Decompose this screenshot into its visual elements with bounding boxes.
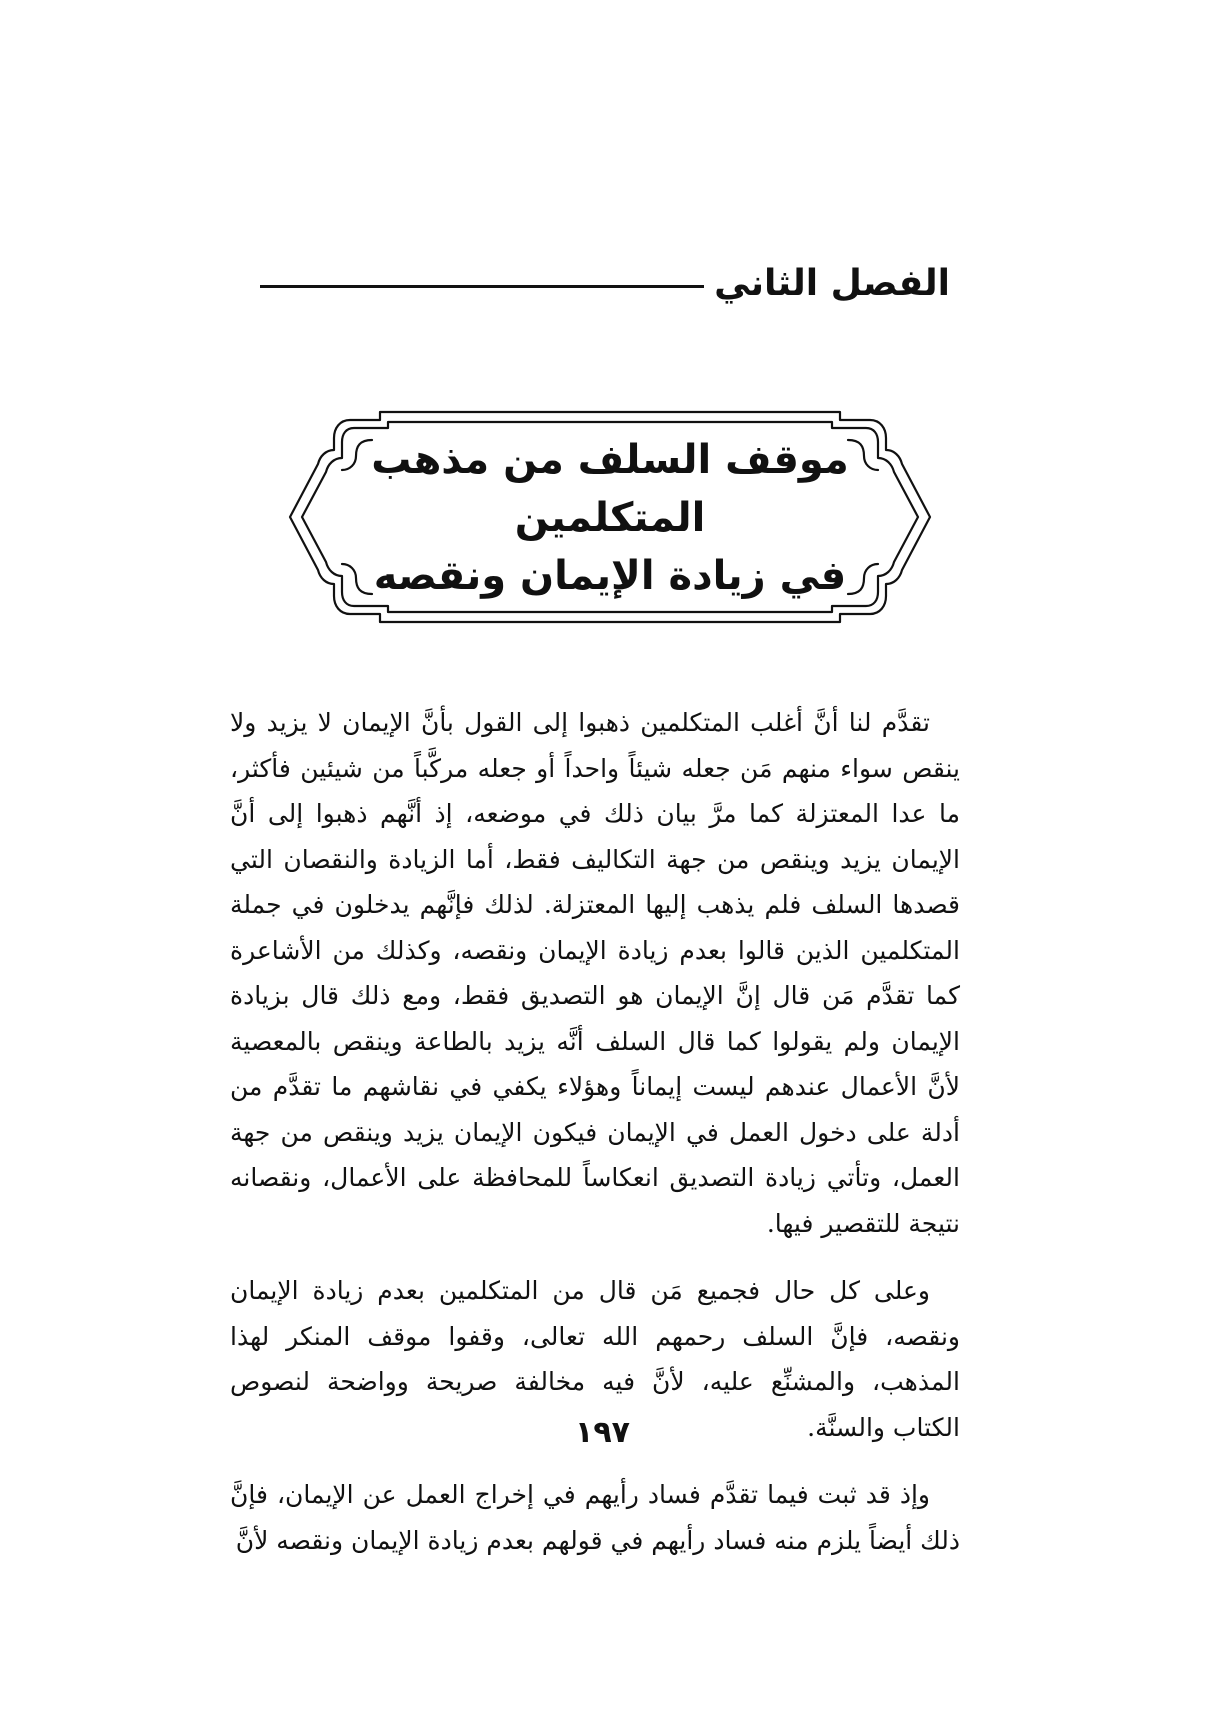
title-line-2: في زيادة الإيمان ونقصه bbox=[373, 552, 847, 599]
title-line-1: موقف السلف من مذهب المتكلمين bbox=[371, 436, 849, 541]
running-header bbox=[260, 258, 950, 308]
ornamental-title-frame bbox=[280, 410, 940, 625]
page-number: ١٩٧ bbox=[575, 1415, 630, 1450]
paragraph: وعلى كل حال فجميع مَن قال من المتكلمين بعدم زيادة الإيمان ونقصه، فإنَّ السلف رحمهم الله تعالى، وقفوا موقف المنكر لهذا المذهب، والمشنِّع عليه، لأنَّ فيه مخالفة صريحة وواضحة لنصوص الكتاب والسنَّة. bbox=[230, 1276, 960, 1442]
header-rule bbox=[260, 285, 704, 288]
chapter-label: الفصل الثاني bbox=[714, 262, 950, 304]
paragraph: وإذ قد ثبت فيما تقدَّم فساد رأيهم في إخراج العمل عن الإيمان، فإنَّ ذلك أيضاً يلزم منه فساد رأيهم في قولهم بعدم زيادة الإيمان ونقصه لأنَّ bbox=[230, 1480, 960, 1555]
body-text bbox=[230, 700, 960, 1585]
paragraph: تقدَّم لنا أنَّ أغلب المتكلمين ذهبوا إلى القول بأنَّ الإيمان لا يزيد ولا ينقص سواء منهم مَن جعله شيئاً واحداً أو جعله مركَّباً من شيئين فأكثر، ما عدا المعتزلة كما مرَّ بيان ذلك في موضعه، إذ أنَّهم ذهبوا إلى أنَّ الإيمان يزيد وينقص من جهة التكاليف فقط، أما الزيادة والنقصان التي قصدها السلف فلم يذهب إليها المعتزلة. لذلك فإنَّهم يدخلون في جملة المتكلمين الذين قالوا بعدم زيادة الإيمان ونقصه، وكذلك من الأشاعرة كما تقدَّم مَن قال إنَّ الإيمان هو التصديق فقط، ومع ذلك قال بزيادة الإيمان ولم يقولوا كما قال السلف أنَّه يزيد بالطاعة وينقص بالمعصية لأنَّ الأعمال عندهم ليست إيماناً وهؤلاء يكفي في نقاشهم ما تقدَّم من أدلة على دخول العمل في الإيمان فيكون الإيمان يزيد وينقص من جهة العمل، وتأتي زيادة التصديق انعكاساً للمحافظة على الأعمال، ونقصانه نتيجة للتقصير فيها. bbox=[230, 708, 960, 1238]
chapter-section-title bbox=[280, 410, 940, 625]
